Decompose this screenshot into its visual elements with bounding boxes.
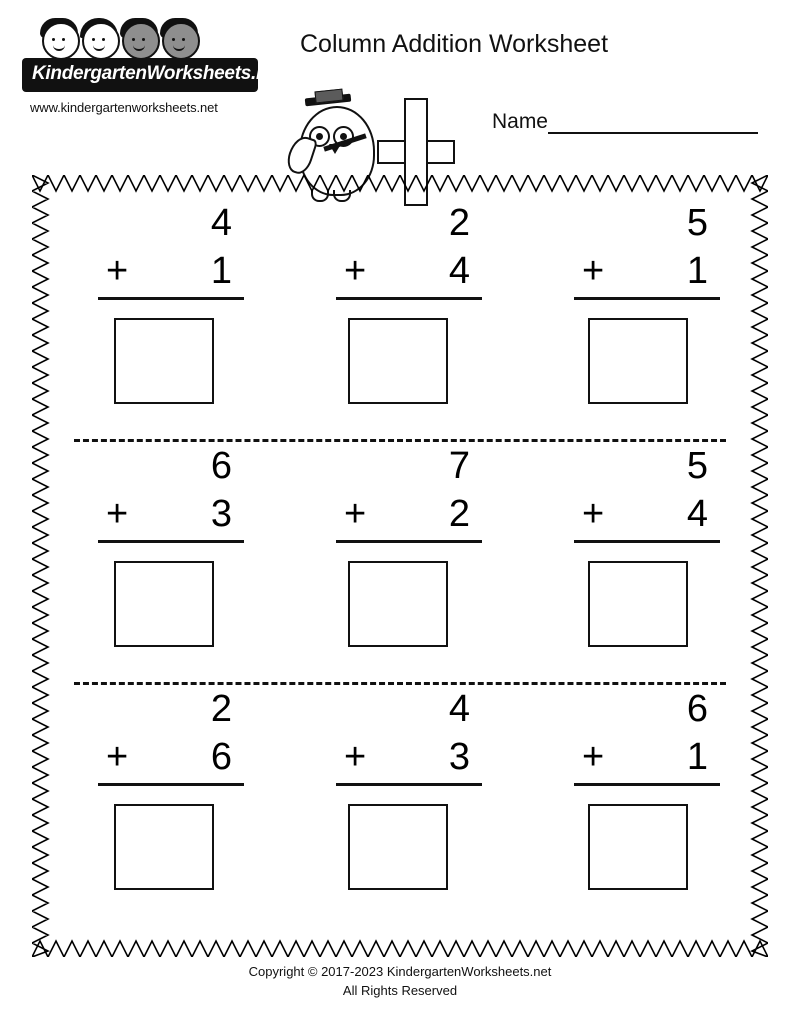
operator-symbol: + xyxy=(344,250,367,292)
operator-symbol: + xyxy=(344,493,367,535)
problem-item xyxy=(538,442,738,682)
addend-bottom-value: 2 xyxy=(448,493,470,535)
operator-symbol: + xyxy=(106,736,129,778)
logo-text: KindergartenWorksheets.net xyxy=(32,63,284,84)
answer-box[interactable] xyxy=(114,318,214,404)
sum-rule xyxy=(336,297,482,300)
answer-box[interactable] xyxy=(114,804,214,890)
answer-box[interactable] xyxy=(348,318,448,404)
problem-row xyxy=(62,685,738,925)
addend-bottom-value: 1 xyxy=(210,250,232,292)
addend-bottom-value: 3 xyxy=(448,736,470,778)
addend-top: 6 xyxy=(686,688,708,730)
operator-symbol: + xyxy=(106,250,129,292)
addend-top: 7 xyxy=(448,445,470,487)
addend-top: 4 xyxy=(448,688,470,730)
problem-item xyxy=(62,199,262,439)
problem-item xyxy=(538,685,738,925)
addend-top: 2 xyxy=(210,688,232,730)
copyright-text: Copyright © 2017-2023 KindergartenWorksheets.net xyxy=(248,964,552,979)
sum-rule xyxy=(574,540,720,543)
problem-item xyxy=(300,199,500,439)
addend-bottom xyxy=(300,490,500,538)
sum-rule xyxy=(98,783,244,786)
name-field xyxy=(492,110,758,134)
logo-banner xyxy=(22,58,284,92)
addend-bottom-value: 4 xyxy=(448,250,470,292)
site-url[interactable]: www.kindergartenworksheets.net xyxy=(30,100,218,115)
addend-bottom-value: 3 xyxy=(210,493,232,535)
worksheet-area xyxy=(32,175,768,957)
sum-rule xyxy=(98,297,244,300)
page-footer xyxy=(0,962,800,1000)
operator-symbol: + xyxy=(344,736,367,778)
operator-symbol: + xyxy=(582,493,605,535)
sum-rule xyxy=(98,540,244,543)
sum-rule xyxy=(336,540,482,543)
operator-symbol: + xyxy=(106,493,129,535)
answer-box[interactable] xyxy=(588,318,688,404)
problem-item xyxy=(300,685,500,925)
addend-top: 2 xyxy=(448,202,470,244)
site-logo[interactable] xyxy=(22,18,282,115)
page-header xyxy=(0,0,800,175)
addend-bottom xyxy=(62,490,262,538)
page-title: Column Addition Worksheet xyxy=(300,30,609,58)
problem-row xyxy=(62,199,738,439)
answer-box[interactable] xyxy=(348,804,448,890)
addend-top: 6 xyxy=(210,445,232,487)
sum-rule xyxy=(574,783,720,786)
answer-box[interactable] xyxy=(348,561,448,647)
addend-bottom-value: 1 xyxy=(686,250,708,292)
addend-bottom-value: 4 xyxy=(686,493,708,535)
addend-top: 5 xyxy=(686,202,708,244)
addend-bottom xyxy=(300,733,500,781)
addend-bottom xyxy=(538,733,738,781)
sum-rule xyxy=(336,783,482,786)
problem-item xyxy=(300,442,500,682)
problem-item xyxy=(62,685,262,925)
addend-bottom xyxy=(538,247,738,295)
problem-row xyxy=(62,442,738,682)
addend-bottom-value: 1 xyxy=(686,736,708,778)
addend-bottom xyxy=(538,490,738,538)
problem-item xyxy=(538,199,738,439)
answer-box[interactable] xyxy=(114,561,214,647)
addend-bottom-value: 6 xyxy=(210,736,232,778)
rights-text: All Rights Reserved xyxy=(342,983,458,998)
addend-top: 5 xyxy=(686,445,708,487)
answer-box[interactable] xyxy=(588,561,688,647)
name-blank-line[interactable] xyxy=(548,112,758,134)
addend-bottom xyxy=(62,733,262,781)
name-label: Name xyxy=(491,110,548,133)
sum-rule xyxy=(574,297,720,300)
answer-box[interactable] xyxy=(588,804,688,890)
operator-symbol: + xyxy=(582,736,605,778)
problem-grid xyxy=(62,199,738,933)
addend-top: 4 xyxy=(210,202,232,244)
kids-illustration xyxy=(36,18,282,62)
addend-bottom xyxy=(62,247,262,295)
addend-bottom xyxy=(300,247,500,295)
operator-symbol: + xyxy=(582,250,605,292)
problem-item xyxy=(62,442,262,682)
